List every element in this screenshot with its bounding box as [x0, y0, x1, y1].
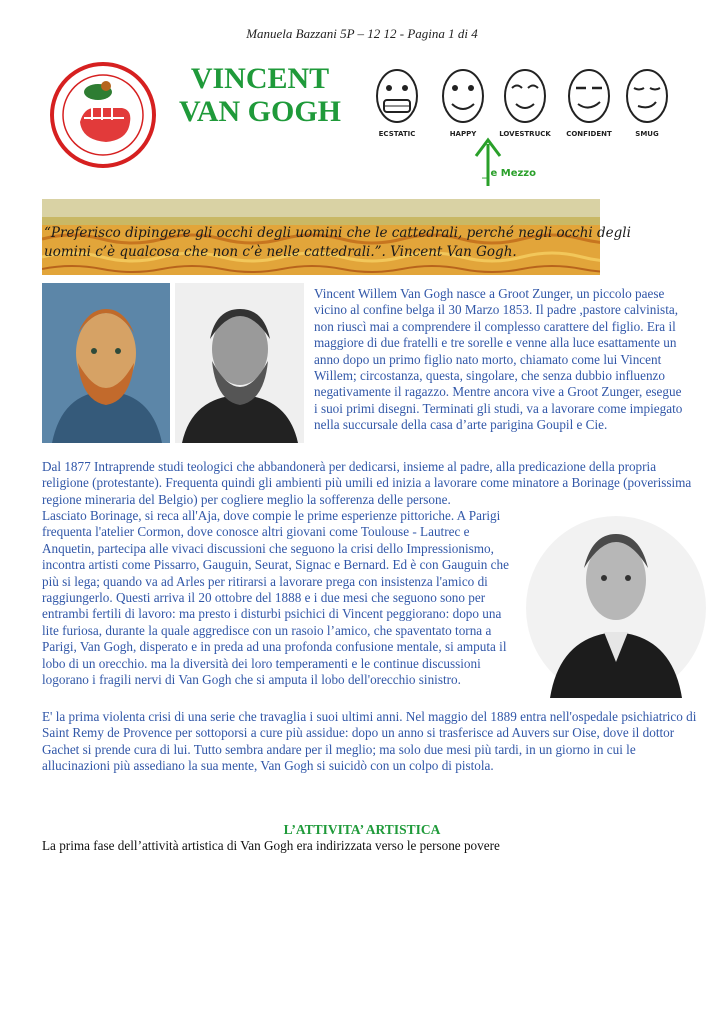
- bio-paragraph-2: Dal 1877 Intraprende studi teologici che abbandonerà per dedicarsi, insieme al padre, alla predicazione della propria religione (protestante). Frequenta quindi gli ambienti più umili ed inizia a lavorare come minatore a Borinage (poverissima regione mineraria del Belgio) per cogliere meglio la sofferenza delle persone.: [42, 459, 692, 507]
- mood-label-ecstatic: ECSTATIC: [378, 130, 416, 138]
- van-gogh-quote: “Preferisco dipingere gli occhi degli uomini che le cattedrali, perché negli occhi degli uomini c’è qualcosa che non c’è nelle cattedrali.”. Vincent Van Gogh.: [44, 225, 631, 260]
- mood-label-confident: CONFIDENT: [566, 130, 612, 138]
- mood-label-lovestruck: LOVESTRUCK: [499, 130, 551, 138]
- title-line-2: VAN GOGH: [179, 95, 341, 128]
- green-arrow-icon: [468, 134, 508, 189]
- section-intro: La prima fase dell’attività artistica di Van Gogh era indirizzata verso le persone povere: [42, 838, 500, 853]
- confident-face-icon: [562, 64, 616, 128]
- bio-paragraph-4: E' la prima violenta crisi di una serie che travaglia i suoi ultimi anni. Nel maggio del 1889 entra nell'ospedale psichiatrico di Saint Remy de Provence per sottoporsi a cure più assidue: dopo un anno si trasferisce ad Auvers sur Oise, dove il dottor Gachet si prende cura di lui. Tutto sembra andare per il meglio; ma solo due mesi più tardi, in un giorno in cui le allucinazioni più assediano la sua mente, Van Gogh si suicidò con un colpo di pistola.: [42, 709, 697, 774]
- document-title: [170, 62, 350, 128]
- mood-label-happy: HAPPY: [449, 130, 477, 138]
- smug-face-icon: [620, 64, 674, 128]
- happy-face-icon: [436, 64, 490, 128]
- mood-faces: [364, 64, 664, 184]
- section-title: L’ATTIVITA’ ARTISTICA: [283, 822, 441, 837]
- bio-paragraph-1: Vincent Willem Van Gogh nasce a Groot Zunger, un piccolo paese vicino al confine belga il 30 Marzo 1853. Il padre ,pastore calvinista, non riuscì mai a comprendere il complesso carattere del figlio. Era il maggiore di due fratelli e tre sorelle e venne alla luce esattamente un anno dopo un primo figlio nato morto, chiamato come lui Vincent Willem; circostanza, questa, singolare, che senza dubbio influenzo negativamente il ragazzo. Mentre ancora vive a Groot Zunger, esegue i suoi primi disegni. Terminati gli studi, va a lavorare come impiegato nella succursale della casa d’arte parigina Goupil e Cie.: [314, 286, 683, 433]
- mood-note: _ e Mezzo: [482, 168, 536, 179]
- norris-approved-stamp: [48, 60, 158, 170]
- lovestruck-face-icon: [498, 64, 552, 128]
- portrait-images: [42, 283, 304, 443]
- title-line-1: VINCENT: [190, 62, 330, 95]
- page-header: Manuela Bazzani 5P – 12 12 - Pagina 1 di 4: [246, 26, 478, 41]
- ecstatic-face-icon: [370, 64, 424, 128]
- mood-label-smug: SMUG: [635, 130, 659, 138]
- young-van-gogh-photo: [520, 508, 712, 698]
- bio-paragraph-3: Lasciato Borinage, si reca all'Aja, dove compie le prime esperienze pittoriche. A Parigi frequenta l'atelier Cormon, dove conosce altri giovani come Toulouse - Lautrec e Anquetin, partecipa alle vivaci discussioni che seguono la crisi dello Impressionismo, incontra artisti come Pissarro, Gauguin, Seurat, Signac e Bernard. Ed è con Gauguin che più si lega; quando va ad Arles per ritirarsi a lavorare prega con insistenza l'amico di raggiungerlo. Questi arriva il 20 ottobre del 1888 e i due mesi che seguono sono per entrambi fertili di lavoro: ma presto i disturbi psichici di Vincent peggiorano: dopo una lite furiosa, durante la quale aggredisce con un rasoio l’amico, che spaventato torna a Parigi, Van Gogh, disperato e in preda ad una profonda confusione mentale, si amputa il lobo di un orecchio. ma la diversità dei loro temperamenti e le continue discussioni logorano i fragili nervi di Van Gogh che si amputa il lobo dell'orecchio sinistro.: [42, 508, 509, 688]
